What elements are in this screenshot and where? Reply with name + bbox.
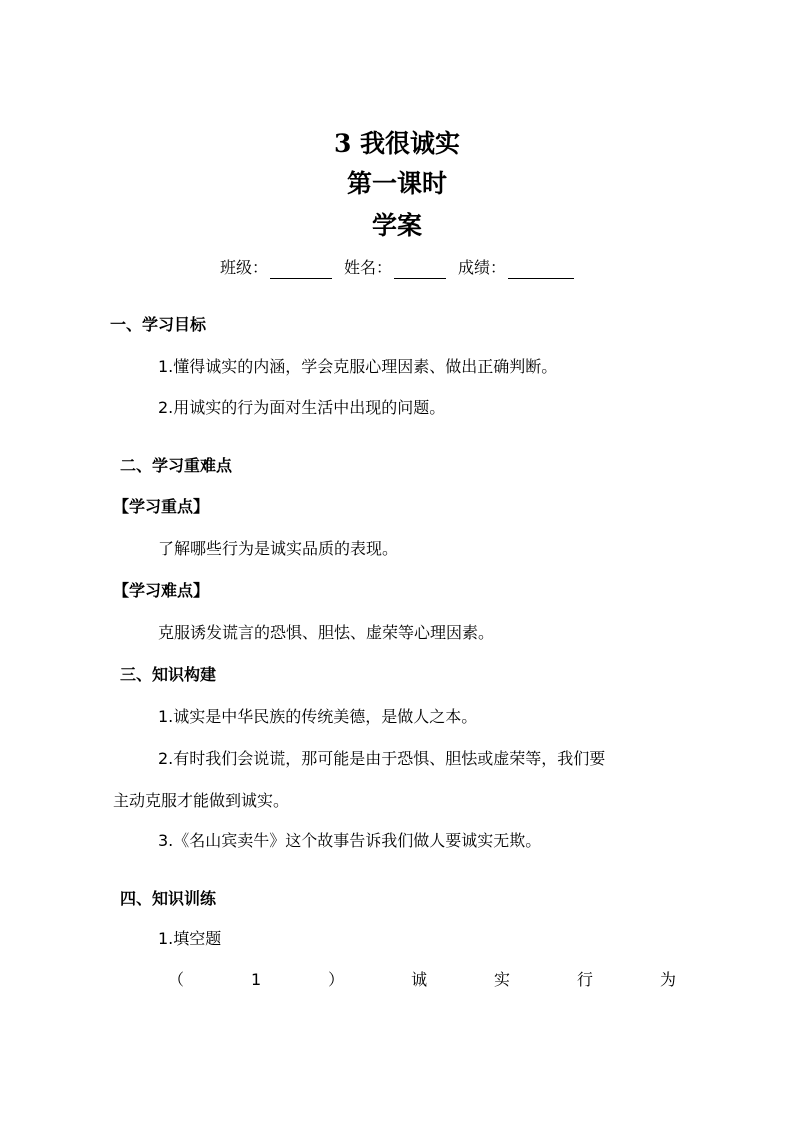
- name-blank: [394, 260, 446, 279]
- name-label: 姓名：: [343, 258, 392, 277]
- goal-item-1: 1.懂得诚实的内涵，学会克服心理因素、做出正确判断。: [158, 357, 558, 376]
- training-item-1: 1.填空题: [158, 929, 222, 948]
- question-char: （: [168, 970, 185, 989]
- class-blank: [270, 260, 332, 279]
- question-char: ）: [328, 970, 345, 989]
- document-type: 学案: [371, 211, 422, 240]
- key-point-text: 了解哪些行为是诚实品质的表现。: [158, 539, 399, 558]
- lesson-subtitle: 第一课时: [346, 169, 447, 198]
- question-char: 诚: [411, 970, 428, 989]
- section-heading-goals: 一、学习目标: [110, 315, 207, 334]
- student-info-line: [0, 257, 794, 279]
- knowledge-item-2-line-2: 主动克服才能做到诚实。: [113, 791, 290, 810]
- knowledge-item-3: 3.《名山宾卖牛》这个故事告诉我们做人要诚实无欺。: [158, 831, 542, 850]
- section-heading-key-difficult: 二、学习重难点: [120, 456, 233, 475]
- fill-blank-question-1: [168, 969, 676, 991]
- question-char: 实: [494, 970, 511, 989]
- key-point-label: 【学习重点】: [113, 497, 210, 516]
- difficult-point-label: 【学习难点】: [113, 581, 210, 600]
- question-char: 行: [577, 970, 594, 989]
- section-heading-training: 四、知识训练: [120, 889, 217, 908]
- difficult-point-text: 克服诱发谎言的恐惧、胆怯、虚荣等心理因素。: [158, 623, 495, 642]
- score-label: 成绩：: [458, 258, 507, 277]
- knowledge-item-2-line-1: 2.有时我们会说谎，那可能是由于恐惧、胆怯或虚荣等，我们要: [158, 749, 606, 768]
- knowledge-item-1: 1.诚实是中华民族的传统美德，是做人之本。: [158, 707, 478, 726]
- score-blank: [508, 260, 574, 279]
- question-char: 1: [250, 970, 262, 989]
- section-heading-knowledge: 三、知识构建: [120, 665, 217, 684]
- class-label: 班级：: [219, 258, 268, 277]
- question-char: 为: [659, 970, 676, 989]
- lesson-title: 3 我很诚实: [333, 129, 461, 158]
- goal-item-2: 2.用诚实的行为面对生活中出现的问题。: [158, 398, 446, 417]
